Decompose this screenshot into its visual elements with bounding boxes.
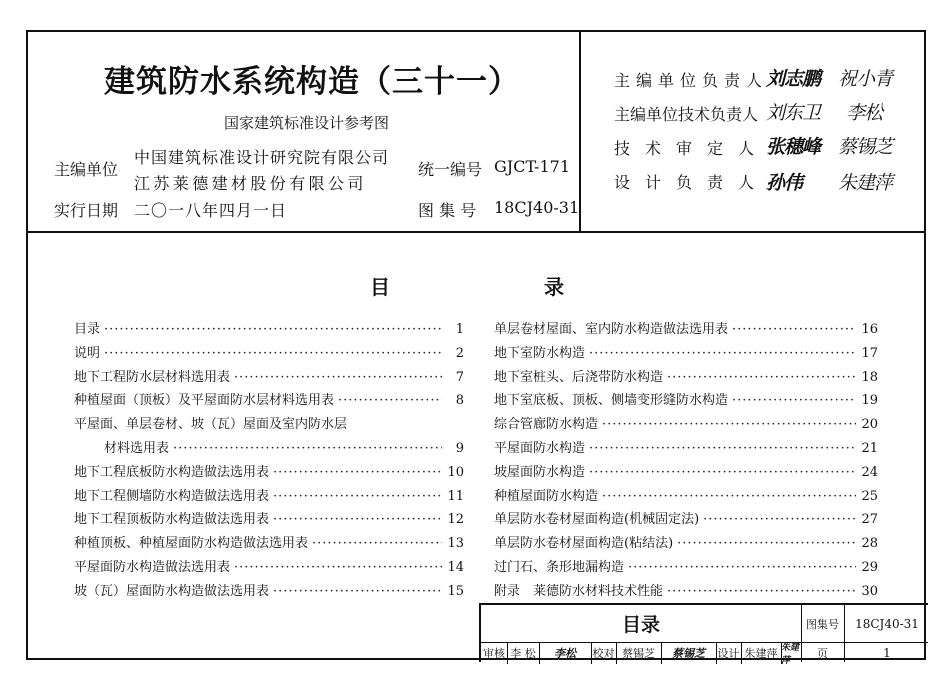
signature-1a: 刘志鹏 (766, 68, 821, 90)
toc-leader-dots (273, 461, 442, 485)
design-name: 朱建萍 (744, 647, 778, 660)
toc-entry-text: 地下室防水构造 (494, 345, 586, 361)
toc-entry (494, 508, 878, 532)
toc-entry (494, 437, 878, 461)
toc-leader-dots (312, 532, 442, 556)
toc-entry (494, 318, 878, 342)
page-label: 页 (817, 647, 828, 660)
code-value: GJCT-171 (494, 157, 570, 176)
toc-entry-text: 地下工程顶板防水构造做法选用表 (74, 512, 270, 528)
resp-role-2: 主编单位技术负责人 (614, 105, 759, 124)
toc-leader-dots (273, 508, 442, 532)
title-block (479, 603, 928, 666)
toc-entry (494, 532, 878, 556)
toc-leader-dots (589, 437, 856, 461)
review-name: 李 松 (510, 647, 536, 660)
toc-entry (74, 580, 464, 604)
toc-entry-text: 平屋面、单层卷材、坡（瓦）屋面及室内防水层 (74, 417, 348, 433)
toc-entry-page: 29 (861, 559, 878, 575)
resp-role-3: 技术审定人 (614, 139, 770, 158)
toc-entry (74, 437, 464, 461)
toc-entry-text: 说明 (74, 345, 101, 361)
toc-entry-page: 20 (861, 417, 878, 433)
toc-entry (74, 532, 464, 556)
toc-leader-dots (602, 413, 856, 437)
toc-entry-page: 19 (861, 393, 878, 409)
toc-entry-page: 25 (861, 488, 878, 504)
toc-entry (494, 342, 878, 366)
toc-title-char-1: 目 (370, 275, 390, 299)
toc-entry-page: 27 (861, 512, 878, 528)
toc-entry (74, 485, 464, 509)
toc-entry-text: 地下工程底板防水构造做法选用表 (74, 464, 270, 480)
toc-entry-text: 附录 莱德防水材料技术性能 (494, 583, 664, 599)
toc-leader-dots (234, 366, 442, 390)
review-label: 审核 (483, 647, 505, 660)
toc-entry-text: 坡屋面防水构造 (494, 464, 586, 480)
toc-entry (74, 366, 464, 390)
atlas-no-cell-value: 18CJ40-31 (855, 616, 919, 631)
toc-entry-page: 15 (447, 583, 464, 599)
toc-title-char-2: 录 (544, 275, 564, 299)
toc-leader-dots (173, 437, 442, 461)
toc-entry (74, 413, 464, 437)
atlas-no-label: 图 集 号 (418, 201, 477, 220)
signature-3a: 张穗峰 (766, 136, 821, 158)
toc-leader-dots (602, 485, 856, 509)
toc-entry-text: 平屋面防水构造做法选用表 (74, 559, 231, 575)
toc-leader-dots (104, 318, 442, 342)
toc-leader-dots (732, 389, 856, 413)
resp-role-4: 设计负责人 (614, 173, 770, 192)
toc-entry (74, 318, 464, 342)
toc-entry-text: 坡（瓦）屋面防水构造做法选用表 (74, 583, 270, 599)
atlas-title: 建筑防水系统构造（三十一） (104, 64, 520, 100)
toc-entry-page: 11 (447, 488, 464, 504)
design-signature: 朱建萍 (781, 643, 800, 666)
toc-entry-text: 单层卷材屋面、室内防水构造做法选用表 (494, 322, 729, 337)
toc-leader-dots (667, 580, 856, 604)
toc-entry (494, 413, 878, 437)
toc-leader-dots (703, 508, 856, 532)
toc-entry (494, 485, 878, 509)
signature-2a: 刘东卫 (766, 102, 821, 124)
toc-entry-text: 种植屋面（顶板）及平屋面防水层材料选用表 (74, 393, 335, 409)
editor-unit-1: 中国建筑标准设计研究院有限公司 (134, 148, 390, 167)
toc-entry-text: 目录 (74, 322, 101, 337)
toc-entry-page: 28 (861, 536, 878, 552)
atlas-no-cell-label: 图集号 (806, 617, 839, 631)
toc-entry (494, 366, 878, 390)
toc-entry (74, 556, 464, 580)
toc-leader-dots (104, 342, 442, 366)
toc-entry-text: 单层防水卷材屋面构造(机械固定法) (494, 512, 700, 528)
toc-entry-text: 平屋面防水构造 (494, 440, 586, 456)
toc-entry-page: 9 (455, 440, 464, 456)
drawing-frame (26, 30, 926, 666)
toc-leader-dots (589, 461, 856, 485)
toc-entry-page: 12 (447, 512, 464, 528)
toc-entry-text: 地下工程侧墙防水构造做法选用表 (74, 488, 270, 504)
toc-entry (74, 508, 464, 532)
header-divider (28, 231, 924, 233)
toc-entry-text: 单层防水卷材屋面构造(粘结法) (494, 536, 674, 552)
check-signature: 蔡锡芝 (672, 647, 705, 660)
toc-entry-page: 30 (861, 583, 878, 599)
signature-4b: 朱建萍 (838, 172, 893, 194)
atlas-subtitle: 国家建筑标准设计参考图 (224, 114, 390, 132)
resp-role-1: 主编单位负责人 (614, 71, 769, 90)
toc-entry-text: 综合管廊防水构造 (494, 417, 599, 433)
design-label: 设计 (717, 647, 740, 660)
toc-entry-text: 过门石、条形地漏构造 (494, 559, 625, 575)
toc-entry-text: 种植顶板、种植屋面防水构造做法选用表 (74, 536, 309, 552)
code-label: 统一编号 (418, 160, 483, 179)
toc-entry (494, 556, 878, 580)
toc-entry-text: 种植屋面防水构造 (494, 488, 599, 504)
signature-3b: 蔡锡芝 (838, 136, 893, 158)
editor-unit-2: 江苏莱德建材股份有限公司 (134, 174, 367, 193)
signature-2b: 李松 (846, 102, 883, 124)
date-label: 实行日期 (54, 201, 119, 220)
date-value: 二〇一八年四月一日 (134, 201, 288, 220)
toc-leader-dots (234, 556, 442, 580)
toc-leader-dots (628, 556, 856, 580)
toc-right-column (494, 318, 878, 604)
toc-leader-dots (273, 580, 442, 604)
toc-left-column (74, 318, 464, 604)
page-value: 1 (883, 646, 891, 660)
toc-entry-text: 材料选用表 (104, 440, 170, 456)
toc-entry-page: 8 (455, 393, 464, 409)
drawing-name: 目录 (621, 614, 660, 636)
toc-leader-dots (667, 366, 856, 390)
toc-entry (74, 342, 464, 366)
check-label: 校对 (592, 647, 615, 660)
atlas-no-value: 18CJ40-31 (494, 198, 580, 217)
review-signature: 李松 (554, 647, 576, 660)
toc-leader-dots (338, 389, 442, 413)
toc-entry (74, 461, 464, 485)
toc-entry-page: 13 (447, 536, 464, 552)
editor-label: 主编单位 (54, 160, 119, 179)
toc-entry-page: 21 (861, 440, 878, 456)
toc-entry-page: 14 (447, 559, 464, 575)
header-vertical-separator (579, 32, 581, 231)
toc-entry (74, 389, 464, 413)
toc-entry (494, 580, 878, 604)
toc-entry-text: 地下工程防水层材料选用表 (74, 369, 231, 385)
toc-entry-page: 1 (455, 322, 464, 337)
toc-entry (494, 389, 878, 413)
toc-leader-dots (273, 485, 442, 509)
toc-entry-text: 地下室桩头、后浇带防水构造 (494, 369, 664, 385)
toc-entry-page: 24 (861, 464, 878, 480)
toc-leader-dots (677, 532, 856, 556)
toc-leader-dots (732, 318, 856, 342)
toc-leader-dots (589, 342, 856, 366)
toc-entry (494, 461, 878, 485)
toc-entry-page: 2 (455, 345, 464, 361)
toc-entry-page: 7 (455, 369, 464, 385)
check-name: 蔡锡芝 (622, 647, 655, 660)
signature-4a: 孙伟 (766, 172, 803, 194)
toc-entry-page: 10 (447, 464, 464, 480)
toc-entry-text: 地下室底板、顶板、侧墙变形缝防水构造 (494, 393, 729, 409)
signature-1b: 祝小青 (838, 68, 893, 90)
toc-entry-page: 16 (861, 322, 878, 337)
toc-entry-page: 17 (861, 345, 878, 361)
toc-entry-page: 18 (861, 369, 878, 385)
